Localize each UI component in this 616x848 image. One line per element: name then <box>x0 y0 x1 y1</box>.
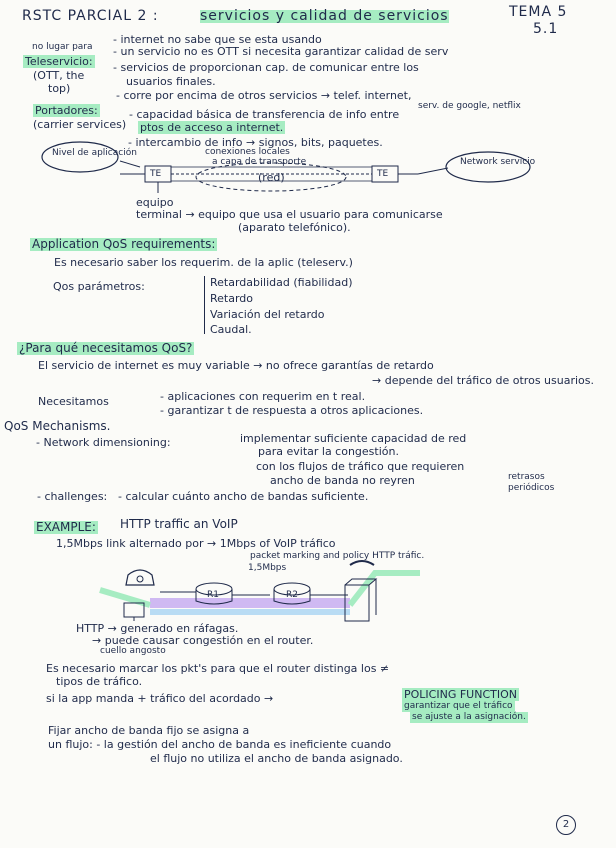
note-line: Es necesario saber los requerim. de la aplic (teleserv.) <box>54 256 353 269</box>
note-line: se ajuste a la asignación. <box>412 712 526 722</box>
example-label: EXAMPLE: <box>36 520 96 534</box>
note-line: ancho de banda no reyren <box>270 474 415 487</box>
note-line: usuarios finales. <box>126 75 216 88</box>
diagram-label: conexiones locales <box>205 147 290 157</box>
note-line: - challenges: <box>37 490 108 503</box>
note-line: equipo <box>136 196 174 209</box>
side-label: (OTT, the <box>33 69 85 82</box>
note-line: (aparato telefónico). <box>238 221 351 234</box>
diagram-label: Nivel de aplicación <box>52 148 137 158</box>
note-line: - capacidad básica de transferencia de info entre <box>129 108 400 121</box>
section-heading: ¿Para qué necesitamos QoS? <box>19 341 193 355</box>
brace-line <box>204 276 205 334</box>
te-label: TE <box>150 169 162 179</box>
policing-label: POLICING FUNCTION <box>404 688 517 701</box>
note-line: con los flujos de tráfico que requieren <box>256 460 465 473</box>
note-line: - aplicaciones con requerim en t real. <box>160 390 366 403</box>
note-line: El servicio de internet es muy variable → no ofrece garantías de retardo <box>38 359 434 372</box>
page-subtitle: servicios y calidad de servicios <box>200 8 449 24</box>
section-sublabel: (carrier services) <box>33 118 127 131</box>
note-line: si la app manda + tráfico del acordado → <box>46 692 274 705</box>
note-line: Es necesario marcar los pkt's para que el router distinga los ≠ <box>46 662 390 675</box>
section-heading: QoS Mechanisms. <box>4 419 111 433</box>
diagram-label: - intercambio de info → signos, bits, paquetes. <box>128 136 383 149</box>
note-line: - servicios de proporcionan cap. de comunicar entre los <box>113 61 419 74</box>
note-line: - un servicio no es OTT si necesita garantizar calidad de serv <box>113 45 449 58</box>
side-label: top) <box>48 82 71 95</box>
note-line: packet marking and policy HTTP tráfic. <box>250 551 425 561</box>
example-title: HTTP traffic an VoIP <box>120 517 238 531</box>
note-line: → depende del tráfico de otros usuarios. <box>372 374 594 387</box>
diagram-label: Network servicio <box>460 157 536 167</box>
diagram-label: a capa de transporte <box>212 157 307 167</box>
tema-number: 5.1 <box>533 21 559 37</box>
note-line: terminal → equipo que usa el usuario para comunicarse <box>136 208 443 221</box>
param-item: Retardo <box>210 292 254 305</box>
note-line: 1,5Mbps <box>248 563 287 573</box>
note-line: - corre por encima de otros servicios → telef. internet, <box>116 89 412 102</box>
note-line: Fijar ancho de banda fijo se asigna a <box>48 724 250 737</box>
section-heading: Application QoS requirements: <box>32 237 216 251</box>
note-line: un flujo: - la gestión del ancho de banda es ineficiente cuando <box>48 738 392 751</box>
te-label: TE <box>377 169 389 179</box>
note-line: el flujo no utiliza el ancho de banda asignado. <box>150 752 403 765</box>
note-line: Necesitamos <box>38 395 109 408</box>
params-label: Qos parámetros: <box>53 280 145 293</box>
router-label: R2 <box>286 590 298 600</box>
note-line: - Network dimensioning: <box>36 436 171 449</box>
note-line: serv. de google, netflix <box>418 101 521 111</box>
note-line: ptos de acceso a internet. <box>140 121 284 134</box>
param-item: Caudal. <box>210 323 252 336</box>
tema-label: TEMA 5 <box>509 4 568 20</box>
note-line: tipos de tráfico. <box>56 675 143 688</box>
note-line: para evitar la congestión. <box>258 445 399 458</box>
net-label: (red) <box>258 171 285 184</box>
section-label: Portadores: <box>35 104 98 117</box>
note-line: HTTP → generado en ráfagas. <box>76 622 239 635</box>
router-label: R1 <box>207 590 219 600</box>
page-number: 2 <box>556 815 576 835</box>
note-line: 1,5Mbps link alternado por → 1Mbps of VoIP tráfico <box>56 537 336 550</box>
note-line: periódicos <box>508 483 555 493</box>
param-item: Retardabilidad (fiabilidad) <box>210 276 353 289</box>
note-line: - calcular cuánto ancho de bandas suficiente. <box>118 490 369 503</box>
note-line: garantizar que el tráfico <box>404 701 513 711</box>
page-title: RSTC PARCIAL 2 : <box>22 8 159 24</box>
side-label: no lugar para <box>32 42 93 52</box>
note-line: implementar suficiente capacidad de red <box>240 432 467 445</box>
note-line: → puede causar congestión en el router. <box>92 634 314 647</box>
side-label: Teleservicio: <box>25 55 93 68</box>
note-line: - internet no sabe que se esta usando <box>113 33 322 46</box>
param-item: Variación del retardo <box>210 308 325 321</box>
note-line: retrasos <box>508 472 545 482</box>
note-line: cuello angosto <box>100 646 166 656</box>
note-line: - garantizar t de respuesta a otros aplicaciones. <box>160 404 424 417</box>
